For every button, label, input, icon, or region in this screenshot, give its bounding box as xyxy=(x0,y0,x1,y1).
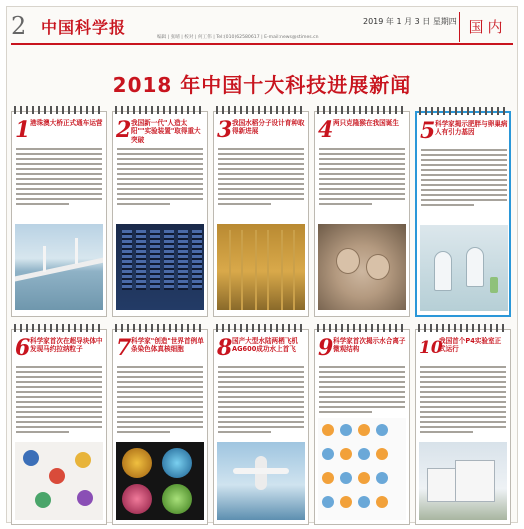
card-number: 7 xyxy=(116,335,132,361)
card-number: 6 xyxy=(15,335,31,361)
spiral-binding xyxy=(317,106,407,114)
card-body-text xyxy=(319,148,405,208)
card-number: 5 xyxy=(420,118,436,144)
news-card-1 xyxy=(11,111,107,317)
spiral-binding xyxy=(14,324,104,332)
yeast-cell-image xyxy=(116,442,204,520)
card-title: 两只克隆猴在我国诞生 xyxy=(333,119,399,127)
card-number: 9 xyxy=(318,335,334,361)
newspaper-page xyxy=(6,6,518,523)
editor-info: 编辑 | 张晴 | 校对 | 何工伟 | Tel:(010)62580617 | E-mail:news@stimes.cn xyxy=(157,35,319,40)
card-title: 科学家揭示肥胖与卵巢病人有引力基因 xyxy=(435,120,508,137)
card-body-text xyxy=(319,366,405,416)
page-headline: 2018 年中国十大科技进展新闻 xyxy=(112,73,412,97)
card-title: 科学家首次揭示水合离子微观结构 xyxy=(333,337,406,354)
issue-date: 2019 年 1 月 3 日 xyxy=(363,17,431,26)
lab-photo xyxy=(420,225,508,311)
particle-image xyxy=(15,442,103,520)
news-card-3 xyxy=(213,111,309,317)
spiral-binding xyxy=(115,106,205,114)
news-card-7 xyxy=(112,329,208,525)
ion-structure-grid-image xyxy=(318,418,406,520)
spiral-binding xyxy=(216,324,306,332)
amphibious-aircraft-photo xyxy=(217,442,305,520)
card-number: 4 xyxy=(318,117,334,143)
spiral-binding xyxy=(419,107,509,115)
card-title: 科学家首次在超导块体中发现马约拉纳粒子 xyxy=(30,337,103,354)
spiral-binding xyxy=(14,106,104,114)
card-body-text xyxy=(218,148,304,208)
spiral-binding xyxy=(115,324,205,332)
section-tag: 国内 xyxy=(459,12,515,42)
card-body-text xyxy=(117,366,203,436)
spiral-binding xyxy=(317,324,407,332)
news-card-5 xyxy=(415,111,511,317)
card-number: 3 xyxy=(217,117,233,143)
card-body-text xyxy=(16,148,102,208)
card-body-text xyxy=(420,366,506,436)
card-title: 科学家"创造"世界首例单条染色体真核细胞 xyxy=(131,337,204,354)
masthead xyxy=(7,7,517,51)
masthead-rule xyxy=(11,43,513,45)
news-card-6 xyxy=(11,329,107,525)
news-card-8 xyxy=(213,329,309,525)
card-body-text xyxy=(16,366,102,436)
card-body-text xyxy=(421,149,507,209)
card-title: 国产大型水陆两栖飞机AG600成功水上首飞 xyxy=(232,337,298,354)
news-card-10 xyxy=(415,329,511,525)
card-number: 10 xyxy=(419,338,443,358)
card-number: 8 xyxy=(217,335,233,361)
news-card-4 xyxy=(314,111,410,317)
newspaper-logo: 中国科学报 xyxy=(41,18,127,37)
supercomputer-photo xyxy=(116,224,204,310)
card-title: 我国首个P4实验室正式运行 xyxy=(439,337,502,354)
card-title: 我国新一代"人造太阳""实验装置"取得重大突破 xyxy=(131,119,201,144)
spiral-binding xyxy=(216,106,306,114)
card-title: 港珠澳大桥正式通车运营 xyxy=(30,119,103,127)
bridge-photo xyxy=(15,224,103,310)
card-title: 我国水稻分子设计育种取得新进展 xyxy=(232,119,305,136)
card-body-text xyxy=(218,366,304,436)
rice-field-photo xyxy=(217,224,305,310)
spiral-binding xyxy=(418,324,508,332)
card-number: 1 xyxy=(15,117,31,143)
issue-date-line xyxy=(363,16,457,27)
page-number: 2 xyxy=(11,12,27,40)
card-body-text xyxy=(117,148,203,208)
news-card-2 xyxy=(112,111,208,317)
p4-laboratory-building-photo xyxy=(419,442,507,520)
cloned-monkey-photo xyxy=(318,224,406,310)
card-number: 2 xyxy=(116,117,132,143)
news-card-9 xyxy=(314,329,410,525)
issue-weekday: 星期四 xyxy=(432,17,457,26)
